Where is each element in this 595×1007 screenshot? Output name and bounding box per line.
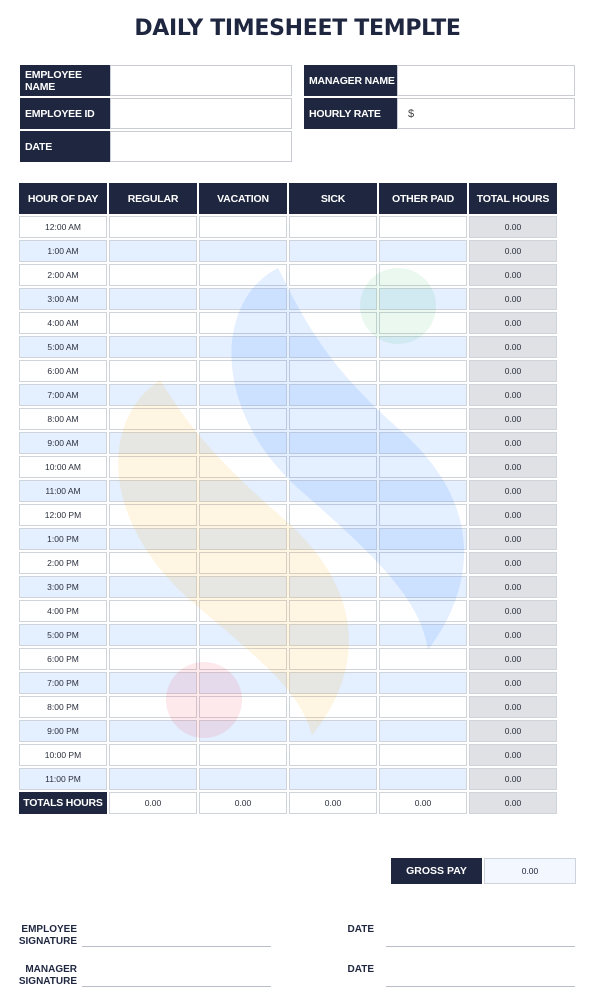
sick-cell[interactable] <box>289 696 377 718</box>
total-hours-cell: 0.00 <box>469 552 557 574</box>
header-regular: REGULAR <box>109 183 197 214</box>
vacation-cell[interactable] <box>199 240 287 262</box>
other-paid-cell[interactable] <box>379 504 467 526</box>
table-row <box>19 696 557 718</box>
vacation-cell[interactable] <box>199 552 287 574</box>
vacation-cell[interactable] <box>199 744 287 766</box>
vacation-cell[interactable] <box>199 696 287 718</box>
header-total-hours: TOTAL HOURS <box>469 183 557 214</box>
hour-cell: 9:00 PM <box>19 720 107 742</box>
sick-cell[interactable] <box>289 672 377 694</box>
hour-cell: 7:00 PM <box>19 672 107 694</box>
sick-cell[interactable] <box>289 768 377 790</box>
total-hours-cell: 0.00 <box>469 672 557 694</box>
table-row <box>19 600 557 622</box>
table-row <box>19 480 557 502</box>
vacation-cell[interactable] <box>199 384 287 406</box>
total-hours-cell: 0.00 <box>469 624 557 646</box>
vacation-cell[interactable] <box>199 624 287 646</box>
other-paid-cell[interactable] <box>379 528 467 550</box>
regular-cell[interactable] <box>109 360 197 382</box>
sick-cell[interactable] <box>289 408 377 430</box>
hour-cell: 6:00 PM <box>19 648 107 670</box>
sick-cell[interactable] <box>289 384 377 406</box>
hour-cell: 8:00 AM <box>19 408 107 430</box>
manager-name-field[interactable] <box>397 65 575 96</box>
total-hours-cell: 0.00 <box>469 312 557 334</box>
manager-name-label: MANAGER NAME <box>304 65 397 96</box>
hour-cell: 2:00 PM <box>19 552 107 574</box>
other-paid-cell[interactable] <box>379 672 467 694</box>
table-row <box>19 264 557 286</box>
sick-cell[interactable] <box>289 528 377 550</box>
total-hours-cell: 0.00 <box>469 408 557 430</box>
header-vacation: VACATION <box>199 183 287 214</box>
other-paid-cell[interactable] <box>379 216 467 238</box>
total-hours-cell: 0.00 <box>469 336 557 358</box>
table-row <box>19 648 557 670</box>
other-paid-cell[interactable] <box>379 384 467 406</box>
hour-cell: 5:00 AM <box>19 336 107 358</box>
other-paid-cell[interactable] <box>379 408 467 430</box>
hour-cell: 8:00 PM <box>19 696 107 718</box>
table-row <box>19 216 557 238</box>
table-row <box>19 336 557 358</box>
total-hours-cell: 0.00 <box>469 768 557 790</box>
regular-cell[interactable] <box>109 264 197 286</box>
regular-cell[interactable] <box>109 384 197 406</box>
total-all-hours: 0.00 <box>469 792 557 814</box>
sick-cell[interactable] <box>289 288 377 310</box>
vacation-cell[interactable] <box>199 336 287 358</box>
other-paid-cell[interactable] <box>379 624 467 646</box>
hour-cell: 6:00 AM <box>19 360 107 382</box>
hour-cell: 10:00 AM <box>19 456 107 478</box>
sick-cell[interactable] <box>289 720 377 742</box>
total-vacation: 0.00 <box>199 792 287 814</box>
employee-id-label: EMPLOYEE ID <box>20 98 110 129</box>
vacation-cell[interactable] <box>199 264 287 286</box>
other-paid-cell[interactable] <box>379 288 467 310</box>
total-hours-cell: 0.00 <box>469 504 557 526</box>
regular-cell[interactable] <box>109 552 197 574</box>
sick-cell[interactable] <box>289 216 377 238</box>
regular-cell[interactable] <box>109 240 197 262</box>
employee-name-row <box>20 65 292 96</box>
sick-cell[interactable] <box>289 312 377 334</box>
sick-cell[interactable] <box>289 552 377 574</box>
hourly-rate-field[interactable]: $ <box>397 98 575 129</box>
hour-cell: 4:00 AM <box>19 312 107 334</box>
hour-cell: 3:00 PM <box>19 576 107 598</box>
employee-name-label: EMPLOYEE NAME <box>20 65 110 96</box>
sick-cell[interactable] <box>289 576 377 598</box>
other-paid-cell[interactable] <box>379 552 467 574</box>
total-hours-cell: 0.00 <box>469 480 557 502</box>
regular-cell[interactable] <box>109 624 197 646</box>
vacation-cell[interactable] <box>199 768 287 790</box>
vacation-cell[interactable] <box>199 600 287 622</box>
employee-id-row <box>20 98 292 129</box>
total-other-paid: 0.00 <box>379 792 467 814</box>
table-row <box>19 624 557 646</box>
regular-cell[interactable] <box>109 408 197 430</box>
table-row <box>19 720 557 742</box>
hour-cell: 5:00 PM <box>19 624 107 646</box>
regular-cell[interactable] <box>109 744 197 766</box>
table-row <box>19 504 557 526</box>
header-hour-of-day: HOUR OF DAY <box>19 183 107 214</box>
total-hours-cell: 0.00 <box>469 576 557 598</box>
sick-cell[interactable] <box>289 744 377 766</box>
manager-signature-label: MANAGER SIGNATURE <box>18 964 77 987</box>
sick-cell[interactable] <box>289 432 377 454</box>
header-other-paid: OTHER PAID <box>379 183 467 214</box>
table-row <box>19 432 557 454</box>
other-paid-cell[interactable] <box>379 312 467 334</box>
date-row <box>20 131 292 162</box>
employee-date-label: DATE <box>347 924 374 935</box>
other-paid-cell[interactable] <box>379 336 467 358</box>
hour-cell: 2:00 AM <box>19 264 107 286</box>
vacation-cell[interactable] <box>199 288 287 310</box>
vacation-cell[interactable] <box>199 720 287 742</box>
regular-cell[interactable] <box>109 504 197 526</box>
header-sick: SICK <box>289 183 377 214</box>
total-hours-cell: 0.00 <box>469 264 557 286</box>
manager-name-row <box>304 65 575 96</box>
vacation-cell[interactable] <box>199 360 287 382</box>
sick-cell[interactable] <box>289 360 377 382</box>
sick-cell[interactable] <box>289 456 377 478</box>
sick-cell[interactable] <box>289 480 377 502</box>
sick-cell[interactable] <box>289 600 377 622</box>
hour-cell: 9:00 AM <box>19 432 107 454</box>
regular-cell[interactable] <box>109 288 197 310</box>
vacation-cell[interactable] <box>199 576 287 598</box>
employee-signature-line[interactable] <box>82 946 271 947</box>
vacation-cell[interactable] <box>199 432 287 454</box>
hour-cell: 4:00 PM <box>19 600 107 622</box>
hour-cell: 12:00 AM <box>19 216 107 238</box>
vacation-cell[interactable] <box>199 672 287 694</box>
hourly-rate-label: HOURLY RATE <box>304 98 397 129</box>
regular-cell[interactable] <box>109 432 197 454</box>
total-hours-cell: 0.00 <box>469 360 557 382</box>
other-paid-cell[interactable] <box>379 264 467 286</box>
total-hours-cell: 0.00 <box>469 528 557 550</box>
gross-pay-row <box>391 858 576 884</box>
regular-cell[interactable] <box>109 600 197 622</box>
other-paid-cell[interactable] <box>379 696 467 718</box>
table-row <box>19 456 557 478</box>
regular-cell[interactable] <box>109 672 197 694</box>
employee-name-field[interactable] <box>110 65 292 96</box>
hour-cell: 11:00 AM <box>19 480 107 502</box>
regular-cell[interactable] <box>109 312 197 334</box>
hour-cell: 1:00 PM <box>19 528 107 550</box>
employee-signature-label: EMPLOYEE SIGNATURE <box>18 924 77 947</box>
other-paid-cell[interactable] <box>379 648 467 670</box>
total-hours-cell: 0.00 <box>469 384 557 406</box>
table-row <box>19 288 557 310</box>
vacation-cell[interactable] <box>199 480 287 502</box>
table-row <box>19 408 557 430</box>
table-row <box>19 384 557 406</box>
other-paid-cell[interactable] <box>379 480 467 502</box>
sick-cell[interactable] <box>289 264 377 286</box>
total-hours-cell: 0.00 <box>469 240 557 262</box>
vacation-cell[interactable] <box>199 456 287 478</box>
total-hours-cell: 0.00 <box>469 432 557 454</box>
vacation-cell[interactable] <box>199 312 287 334</box>
other-paid-cell[interactable] <box>379 768 467 790</box>
regular-cell[interactable] <box>109 648 197 670</box>
vacation-cell[interactable] <box>199 528 287 550</box>
regular-cell[interactable] <box>109 696 197 718</box>
sick-cell[interactable] <box>289 504 377 526</box>
page-title: DAILY TIMESHEET TEMPLTE <box>134 16 461 41</box>
other-paid-cell[interactable] <box>379 600 467 622</box>
total-hours-cell: 0.00 <box>469 288 557 310</box>
date-label: DATE <box>20 131 110 162</box>
table-row <box>19 744 557 766</box>
sick-cell[interactable] <box>289 336 377 358</box>
table-row <box>19 240 557 262</box>
regular-cell[interactable] <box>109 216 197 238</box>
employee-id-field[interactable] <box>110 98 292 129</box>
vacation-cell[interactable] <box>199 648 287 670</box>
table-row <box>19 576 557 598</box>
regular-cell[interactable] <box>109 480 197 502</box>
gross-pay-label: GROSS PAY <box>391 858 482 884</box>
totals-hours-label: TOTALS HOURS <box>19 792 107 814</box>
total-hours-cell: 0.00 <box>469 648 557 670</box>
vacation-cell[interactable] <box>199 408 287 430</box>
manager-date-line[interactable] <box>386 986 575 987</box>
other-paid-cell[interactable] <box>379 744 467 766</box>
total-hours-cell: 0.00 <box>469 600 557 622</box>
other-paid-cell[interactable] <box>379 720 467 742</box>
total-hours-cell: 0.00 <box>469 216 557 238</box>
other-paid-cell[interactable] <box>379 240 467 262</box>
hour-cell: 12:00 PM <box>19 504 107 526</box>
regular-cell[interactable] <box>109 336 197 358</box>
table-row <box>19 672 557 694</box>
regular-cell[interactable] <box>109 720 197 742</box>
hour-cell: 7:00 AM <box>19 384 107 406</box>
total-hours-cell: 0.00 <box>469 696 557 718</box>
table-row <box>19 552 557 574</box>
total-regular: 0.00 <box>109 792 197 814</box>
table-row <box>19 768 557 790</box>
totals-row <box>19 792 557 814</box>
date-field[interactable] <box>110 131 292 162</box>
other-paid-cell[interactable] <box>379 456 467 478</box>
other-paid-cell[interactable] <box>379 360 467 382</box>
manager-date-label: DATE <box>347 964 374 975</box>
table-header-row <box>19 183 557 214</box>
manager-signature-line[interactable] <box>82 986 271 987</box>
other-paid-cell[interactable] <box>379 576 467 598</box>
timesheet-table <box>17 181 559 816</box>
total-hours-cell: 0.00 <box>469 456 557 478</box>
sick-cell[interactable] <box>289 240 377 262</box>
sick-cell[interactable] <box>289 648 377 670</box>
gross-pay-value: 0.00 <box>484 858 576 884</box>
table-row <box>19 360 557 382</box>
other-paid-cell[interactable] <box>379 432 467 454</box>
hour-cell: 10:00 PM <box>19 744 107 766</box>
hourly-rate-row <box>304 98 575 129</box>
hour-cell: 11:00 PM <box>19 768 107 790</box>
total-hours-cell: 0.00 <box>469 720 557 742</box>
employee-date-line[interactable] <box>386 946 575 947</box>
regular-cell[interactable] <box>109 456 197 478</box>
regular-cell[interactable] <box>109 768 197 790</box>
total-sick: 0.00 <box>289 792 377 814</box>
table-row <box>19 528 557 550</box>
hour-cell: 3:00 AM <box>19 288 107 310</box>
table-row <box>19 312 557 334</box>
total-hours-cell: 0.00 <box>469 744 557 766</box>
vacation-cell[interactable] <box>199 504 287 526</box>
regular-cell[interactable] <box>109 576 197 598</box>
regular-cell[interactable] <box>109 528 197 550</box>
hour-cell: 1:00 AM <box>19 240 107 262</box>
vacation-cell[interactable] <box>199 216 287 238</box>
sick-cell[interactable] <box>289 624 377 646</box>
